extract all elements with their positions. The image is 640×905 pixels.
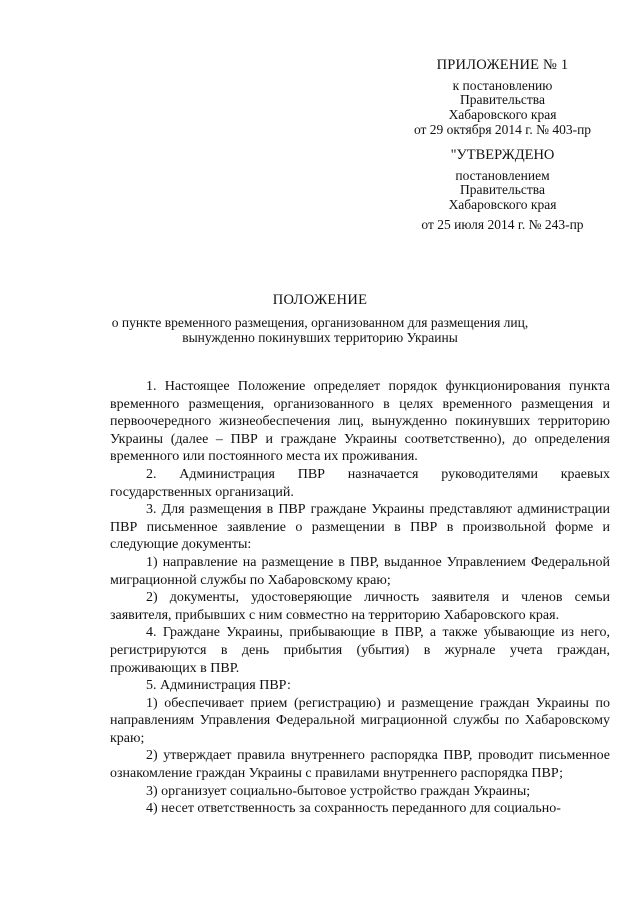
appendix-line: Правительства xyxy=(460,92,545,107)
paragraph: 3) организует социально-бытовое устройство граждан Украины; xyxy=(146,783,531,799)
approved-title: "УТВЕРЖДЕНО xyxy=(450,147,555,163)
approved-line: постановлением xyxy=(455,167,550,183)
appendix-line: к постановлению xyxy=(452,77,553,93)
appendix-line: Хабаровского края xyxy=(448,106,557,122)
document-subtitle-line: о пункте временного размещения, организованном для размещения лиц, xyxy=(111,315,529,330)
document-subtitle xyxy=(80,316,560,345)
paragraph: 1) обеспечивает прием (регистрацию) и размещение граждан Украины по направлениям Управления Федеральной миграционной службы по Хабаровскому краю; xyxy=(110,695,610,746)
approved-line: Хабаровского края xyxy=(448,196,557,212)
appendix-title: ПРИЛОЖЕНИЕ № 1 xyxy=(436,57,569,73)
paragraph: 1) направление на размещение в ПВР, выданное Управлением Федеральной миграционной службы по Хабаровскому краю; xyxy=(110,554,610,588)
paragraph: 3. Для размещения в ПВР граждане Украины представляют администрации ПВР письменное заявление о размещении в ПВР в произвольной форме и следующие документы: xyxy=(110,502,610,553)
paragraph: 2. Администрация ПВР назначается руководителями краевых государственных организаций. xyxy=(110,466,610,500)
approved-date: от 25 июля 2014 г. № 243-пр xyxy=(421,217,584,232)
approved-line: Правительства xyxy=(460,182,545,197)
paragraph: 2) документы, удостоверяющие личность заявителя и членов семьи заявителя, прибывших с ним совместно на территорию Хабаровского края. xyxy=(110,590,610,623)
paragraph: 4) несет ответственность за сохранность переданного для социально- xyxy=(146,801,561,817)
appendix-date: от 29 октября 2014 г. № 403-пр xyxy=(413,122,592,137)
approved-block xyxy=(400,148,605,233)
document-body xyxy=(110,378,610,818)
document-subtitle-line: вынужденно покинувших территорию Украины xyxy=(182,329,458,345)
appendix-block xyxy=(400,58,605,138)
paragraph: 2) утверждает правила внутреннего распорядка ПВР, проводит письменное ознакомление граждан Украины с правилами внутреннего распорядка ПВР; xyxy=(110,748,610,782)
paragraph: 5. Администрация ПВР: xyxy=(146,678,291,694)
paragraph: 1. Настоящее Положение определяет порядок функционирования пункта временного размещения, организованного в целях временного размещения и первоочередного жизнеобеспечения лиц, вынужденно покинувших территорию Украины (далее – ПВР и граждане Украины соответственно), до определения временного или постоянного места их проживания. xyxy=(110,379,610,465)
document-title: ПОЛОЖЕНИЕ xyxy=(272,292,368,308)
paragraph: 4. Граждане Украины, прибывающие в ПВР, а также убывающие из него, регистрируются в день прибытия (убытия) в журнале учета граждан, проживающих в ПВР. xyxy=(110,625,610,676)
